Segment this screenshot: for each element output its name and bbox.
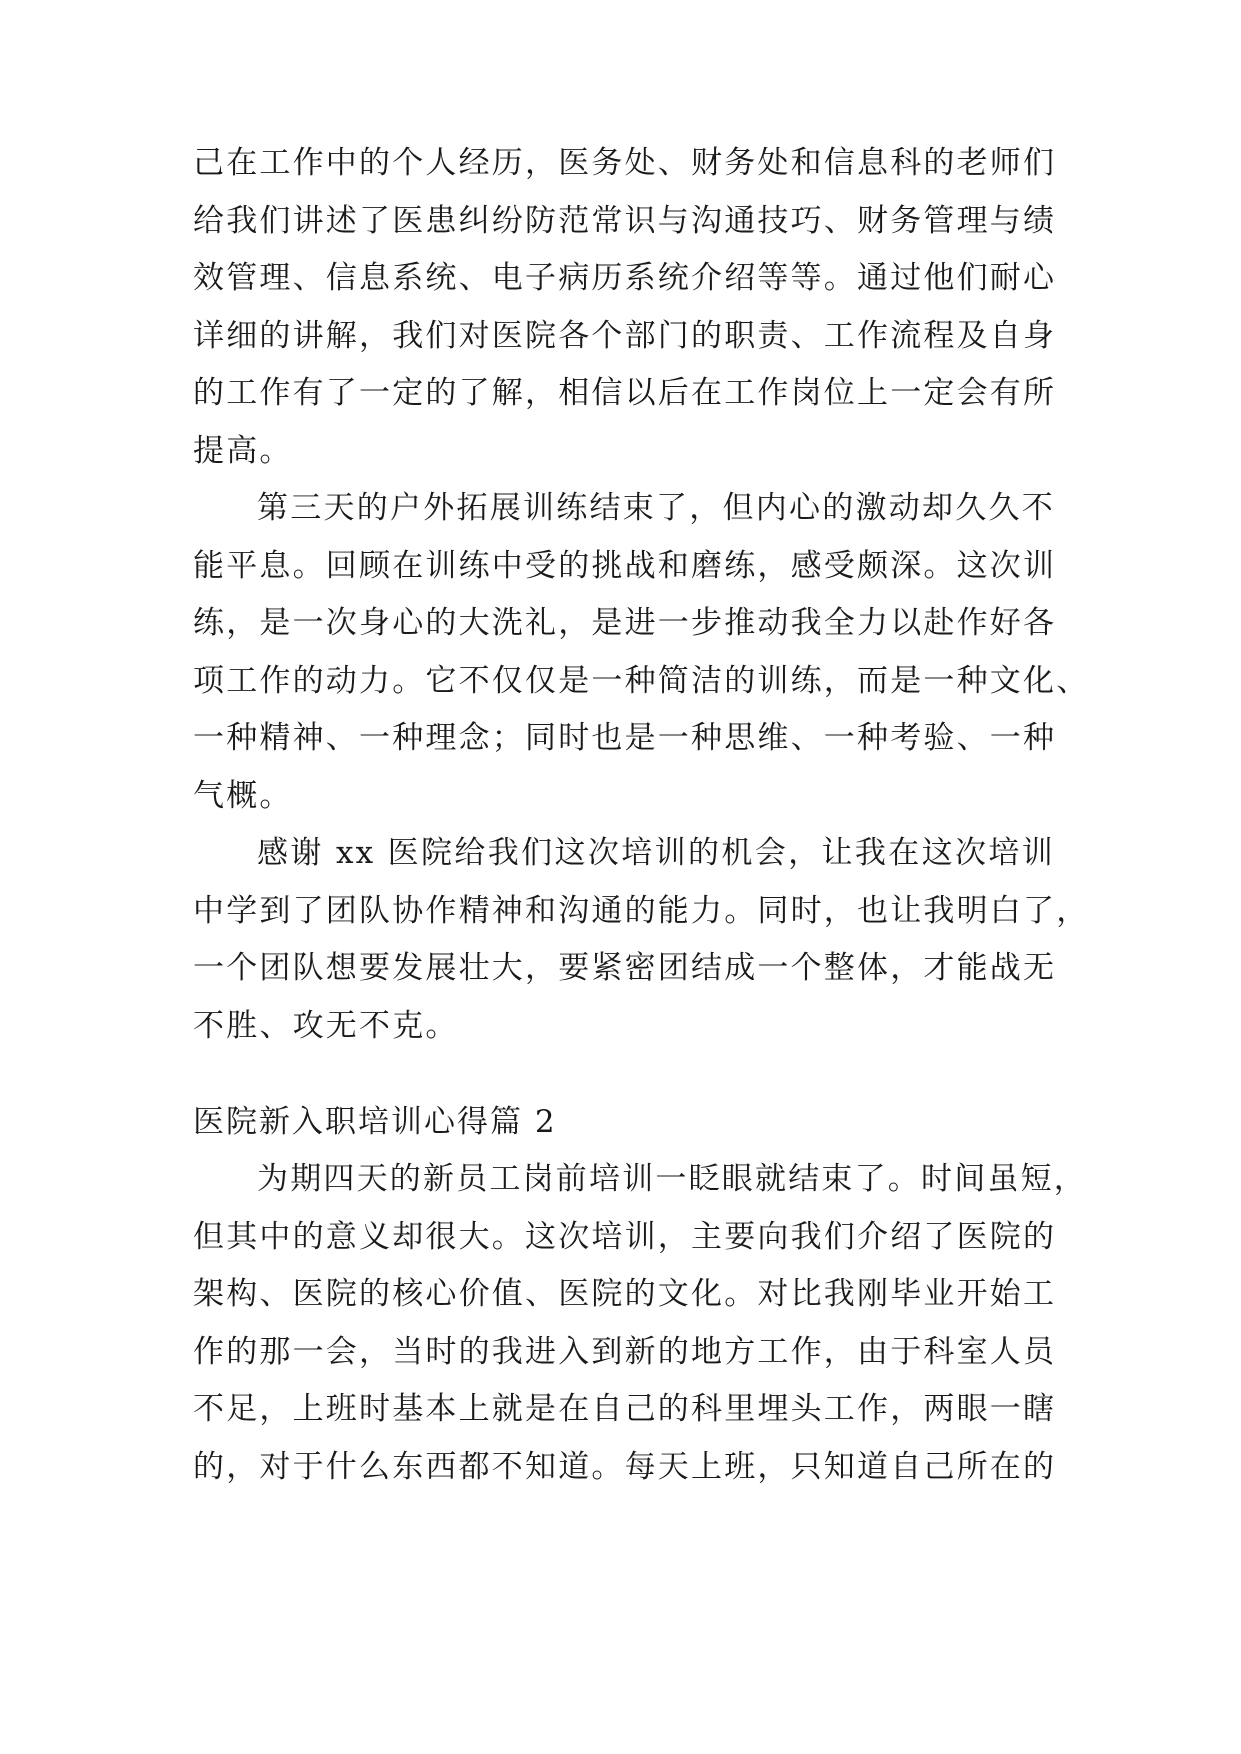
text-line: 气概。 bbox=[193, 778, 293, 814]
text-line: 己在工作中的个人经历，医务处、财务处和信息科的老师们 bbox=[193, 145, 1057, 181]
text-line: 一种精神、一种理念；同时也是一种思维、一种考验、一种 bbox=[193, 720, 1057, 756]
text-line: 提高。 bbox=[193, 433, 293, 469]
text-line: 给我们讲述了医患纠纷防范常识与沟通技巧、财务管理与绩 bbox=[193, 203, 1057, 239]
text-line: 作的那一会，当时的我进入到新的地方工作，由于科室人员 bbox=[193, 1334, 1057, 1370]
text-line: 的，对于什么东西都不知道。每天上班，只知道自己所在的 bbox=[193, 1449, 1057, 1485]
text-line: 练，是一次身心的大洗礼，是进一步推动我全力以赴作好各 bbox=[193, 605, 1057, 641]
text-line: 架构、医院的核心价值、医院的文化。对比我刚毕业开始工 bbox=[193, 1276, 1057, 1312]
text-line: 一个团队想要发展壮大，要紧密团结成一个整体，才能战无 bbox=[193, 950, 1057, 986]
text-line: 效管理、信息系统、电子病历系统介绍等等。通过他们耐心 bbox=[193, 260, 1057, 296]
text-line: 能平息。回顾在训练中受的挑战和磨练，感受颇深。这次训 bbox=[193, 548, 1057, 584]
text-line: 感谢 xx 医院给我们这次培训的机会，让我在这次培训 bbox=[257, 835, 1055, 871]
text-line: 不胜、攻无不克。 bbox=[193, 1008, 459, 1044]
text-line: 详细的讲解，我们对医院各个部门的职责、工作流程及自身 bbox=[193, 318, 1057, 354]
text-line: 第三天的户外拓展训练结束了，但内心的激动却久久不 bbox=[257, 490, 1055, 526]
text-line: 项工作的动力。它不仅仅是一种简洁的训练，而是一种文化、 bbox=[193, 663, 1090, 699]
text-line: 中学到了团队协作精神和沟通的能力。同时，也让我明白了， bbox=[193, 893, 1090, 929]
section-title: 医院新入职培训心得篇 2 bbox=[193, 1104, 557, 1140]
text-line: 为期四天的新员工岗前培训一眨眼就结束了。时间虽短， bbox=[257, 1161, 1087, 1197]
text-line: 不足，上班时基本上就是在自己的科里埋头工作，两眼一瞎 bbox=[193, 1391, 1057, 1427]
text-line: 的工作有了一定的了解，相信以后在工作岗位上一定会有所 bbox=[193, 375, 1057, 411]
text-line: 但其中的意义却很大。这次培训，主要向我们介绍了医院的 bbox=[193, 1219, 1057, 1255]
